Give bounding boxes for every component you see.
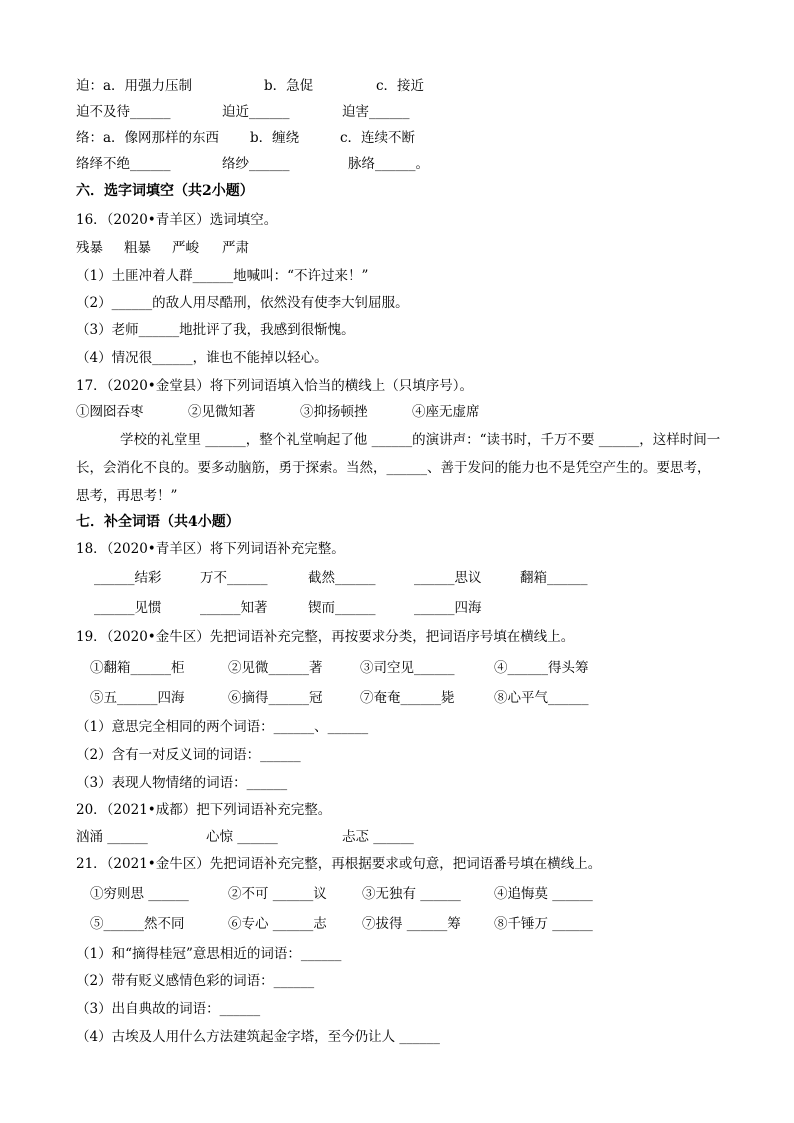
word-item: ______结彩 bbox=[94, 570, 162, 586]
word-item: ______知著 bbox=[200, 600, 268, 616]
option-item: ①囫囵吞枣 bbox=[76, 404, 144, 420]
q21-item-4: （4）古埃及人用什么方法建筑起金字塔，至今仍让人 ______ bbox=[76, 1029, 440, 1045]
option-item: ②见微知著 bbox=[188, 404, 256, 420]
option-item: ④座无虚席 bbox=[412, 404, 480, 420]
q16-item-1: （1）土匪冲着人群______地喊叫：“不许过来！” bbox=[76, 268, 369, 284]
q21-item-3: （3）出自典故的词语：______ bbox=[76, 1001, 261, 1017]
section-6-title: 六．选字词填空（共2小题） bbox=[76, 183, 254, 199]
po-option-b: b．急促 bbox=[264, 78, 314, 94]
word-item: ③司空见______ bbox=[360, 660, 455, 676]
option-item: ③抑扬顿挫 bbox=[300, 404, 368, 420]
po-word-2: 迫近______ bbox=[222, 104, 290, 120]
word-item: ④______得头筹 bbox=[494, 660, 589, 676]
word-item: 汹涌 ______ bbox=[76, 829, 148, 845]
po-option-c: c．接近 bbox=[376, 78, 425, 94]
word-item: ______见惯 bbox=[94, 600, 162, 616]
luo-option-b: b．缠绕 bbox=[250, 130, 300, 146]
q21-item-2: （2）带有贬义感情色彩的词语：______ bbox=[76, 973, 315, 989]
word-bank-item: 粗暴 bbox=[124, 240, 151, 256]
word-item: ⑥摘得______冠 bbox=[228, 690, 323, 706]
q19-item-3: （3）表现人物情绪的词语：______ bbox=[76, 775, 288, 791]
luo-word-3: 脉络______。 bbox=[348, 156, 429, 172]
word-item: 忐忑 ______ bbox=[342, 829, 414, 845]
word-item: ④追悔莫 ______ bbox=[494, 886, 593, 902]
word-item: 翻箱______ bbox=[520, 570, 588, 586]
word-item: ⑧心平气______ bbox=[494, 690, 589, 706]
q21-stem: 21．（2021•金牛区）先把词语补充完整，再根据要求或句意，把词语番号填在横线上。 bbox=[76, 856, 602, 872]
word-item: 心惊 ______ bbox=[206, 829, 278, 845]
luo-option-c: c．连续不断 bbox=[340, 130, 416, 146]
q20-stem: 20．（2021•成都）把下列词语补充完整。 bbox=[76, 802, 332, 818]
word-item: ______思议 bbox=[414, 570, 482, 586]
word-bank-item: 残暴 bbox=[76, 240, 103, 256]
po-option-a: 迫：a．用强力压制 bbox=[76, 78, 193, 94]
luo-option-a: 络：a．像网那样的东西 bbox=[76, 130, 220, 146]
q18-stem: 18．（2020•青羊区）将下列词语补充完整。 bbox=[76, 541, 345, 557]
po-word-3: 迫害______ bbox=[342, 104, 410, 120]
q19-item-2: （2）含有一对反义词的词语：______ bbox=[76, 747, 301, 763]
section-7-title: 七．补全词语（共4小题） bbox=[76, 514, 240, 530]
word-item: ⑦拔得 ______筹 bbox=[362, 916, 461, 932]
word-item: ②见微______著 bbox=[228, 660, 323, 676]
q16-item-2: （2）______的敌人用尽酷刑，依然没有使李大钊屈服。 bbox=[76, 295, 409, 311]
po-word-1: 迫不及待______ bbox=[76, 104, 171, 120]
word-item: ⑥专心 ______志 bbox=[228, 916, 327, 932]
q16-item-4: （4）情况很______，谁也不能掉以轻心。 bbox=[76, 350, 328, 366]
q16-item-3: （3）老师______地批评了我，我感到很惭愧。 bbox=[76, 322, 355, 338]
q17-stem: 17．（2020•金堂县）将下列词语填入恰当的横线上（只填序号）。 bbox=[76, 378, 473, 394]
word-item: ⑧千锤万 ______ bbox=[494, 916, 593, 932]
word-bank-item: 严肃 bbox=[222, 240, 249, 256]
luo-word-1: 络绎不绝______ bbox=[76, 156, 171, 172]
q21-item-1: （1）和“摘得桂冠”意思相近的词语：______ bbox=[76, 946, 342, 962]
word-item: ③无独有 ______ bbox=[362, 886, 461, 902]
word-bank-item: 严峻 bbox=[172, 240, 199, 256]
word-item: ⑤______然不同 bbox=[90, 916, 185, 932]
word-item: ⑦奄奄______毙 bbox=[360, 690, 455, 706]
word-item: ⑤五______四海 bbox=[90, 690, 185, 706]
word-item: ①翻箱______柜 bbox=[90, 660, 185, 676]
word-item: ②不可 ______议 bbox=[228, 886, 327, 902]
word-item: 锲而______ bbox=[308, 600, 376, 616]
q19-stem: 19．（2020•金牛区）先把词语补充完整，再按要求分类，把词语序号填在横线上。 bbox=[76, 629, 575, 645]
q16-stem: 16．（2020•青羊区）选词填空。 bbox=[76, 212, 278, 228]
q19-item-1: （1）意思完全相同的两个词语：______、______ bbox=[76, 719, 369, 735]
word-item: 截然______ bbox=[308, 570, 376, 586]
luo-word-2: 络纱______ bbox=[222, 156, 290, 172]
word-item: ①穷则思 ______ bbox=[90, 886, 189, 902]
word-item: 万不______ bbox=[200, 570, 268, 586]
q17-paragraph: 学校的礼堂里 ______，整个礼堂响起了他 ______的演讲声：“读书时，千万不要 ______，这样时间一长，会消化不良的。要多动脑筋，勇于探索。当然，______、善于发问的能力也不是凭空产生的。要思考，思考，再思考！” bbox=[76, 432, 721, 504]
word-item: ______四海 bbox=[414, 600, 482, 616]
